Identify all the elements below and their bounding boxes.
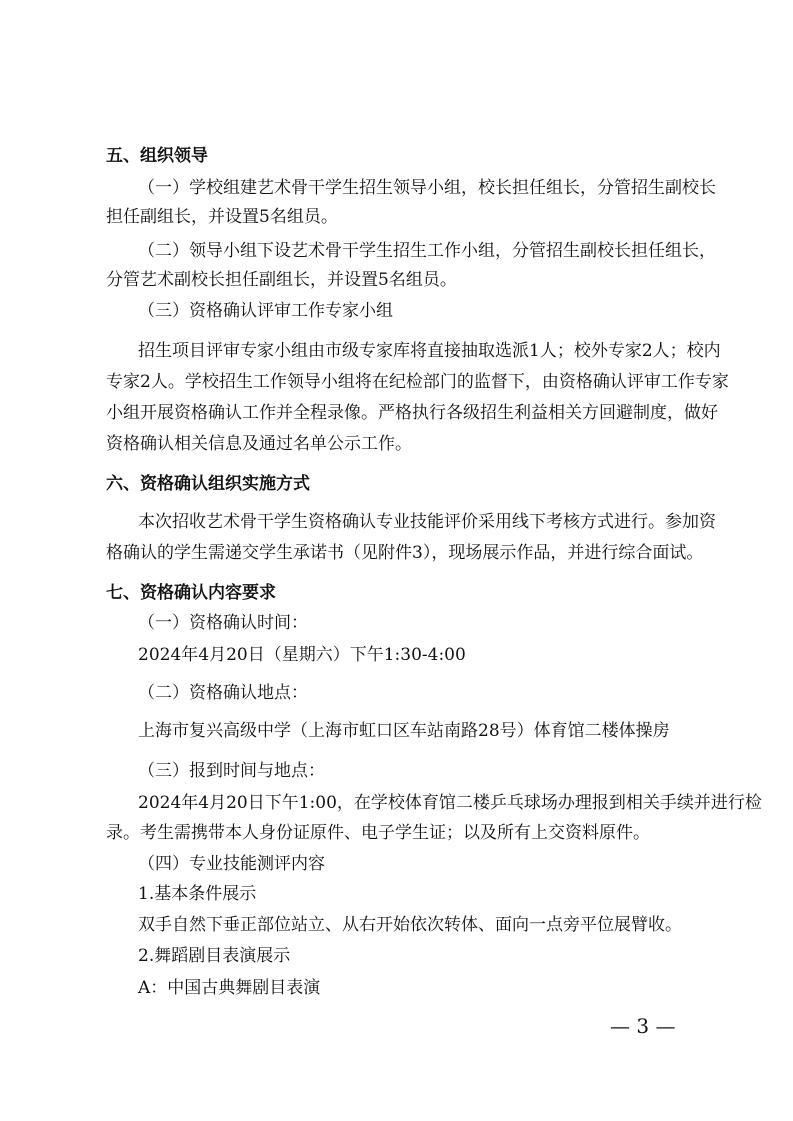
paragraph-line: A：中国古典舞剧目表演	[138, 978, 321, 998]
paragraph-line: （二）领导小组下设艺术骨干学生招生工作小组，分管招生副校长担任组长，	[138, 241, 716, 261]
section-heading-6: 六、资格确认组织实施方式	[106, 474, 310, 494]
paragraph-line: 录。考生需携带本人身份证原件、电子学生证；以及所有上交资料原件。	[106, 823, 650, 843]
section-heading-5: 五、组织领导	[106, 146, 208, 166]
paragraph-line: 2024年4月20日（星期六）下午1:30-4:00	[138, 645, 466, 665]
paragraph-line: 2024年4月20日下午1:00，在学校体育馆二楼乒乓球场办理报到相关手续并进行检	[138, 793, 762, 813]
paragraph-line: 格确认的学生需递交学生承诺书（见附件3），现场展示作品，并进行综合面试。	[106, 543, 704, 563]
paragraph-line: （一）资格确认时间：	[138, 613, 308, 633]
paragraph-line: （三）资格确认评审工作专家小组	[138, 301, 393, 321]
paragraph-line: （三）报到时间与地点：	[138, 761, 325, 781]
paragraph-line: 招生项目评审专家小组由市级专家库将直接抽取选派1人；校外专家2人；校内	[138, 341, 721, 361]
page-number: — 3 —	[610, 1014, 676, 1038]
paragraph-line: （一）学校组建艺术骨干学生招生领导小组，校长担任组长，分管招生副校长	[138, 178, 716, 198]
section-heading-7: 七、资格确认内容要求	[106, 583, 276, 603]
paragraph-line: 2.舞蹈剧目表演展示	[138, 946, 291, 966]
paragraph-line: 小组开展资格确认工作并全程录像。严格执行各级招生利益相关方回避制度，做好	[106, 403, 718, 423]
paragraph-line: 担任副组长，并设置5名组员。	[106, 207, 338, 227]
paragraph-line: （二）资格确认地点：	[138, 683, 308, 703]
paragraph-line: 本次招收艺术骨干学生资格确认专业技能评价采用线下考核方式进行。参加资	[138, 512, 716, 532]
paragraph-line: 上海市复兴高级中学（上海市虹口区车站南路28号）体育馆二楼体操房	[138, 721, 670, 741]
paragraph-line: 专家2人。学校招生工作领导小组将在纪检部门的监督下，由资格确认评审工作专家	[106, 372, 729, 392]
paragraph-line: 分管艺术副校长担任副组长，并设置5名组员。	[106, 270, 457, 290]
paragraph-line: 资格确认相关信息及通过名单公示工作。	[106, 434, 412, 454]
paragraph-line: 双手自然下垂正部位站立、从右开始依次转体、面向一点旁平位展臂收。	[138, 915, 682, 935]
paragraph-line: （四）专业技能测评内容	[138, 854, 325, 874]
paragraph-line: 1.基本条件展示	[138, 884, 257, 904]
